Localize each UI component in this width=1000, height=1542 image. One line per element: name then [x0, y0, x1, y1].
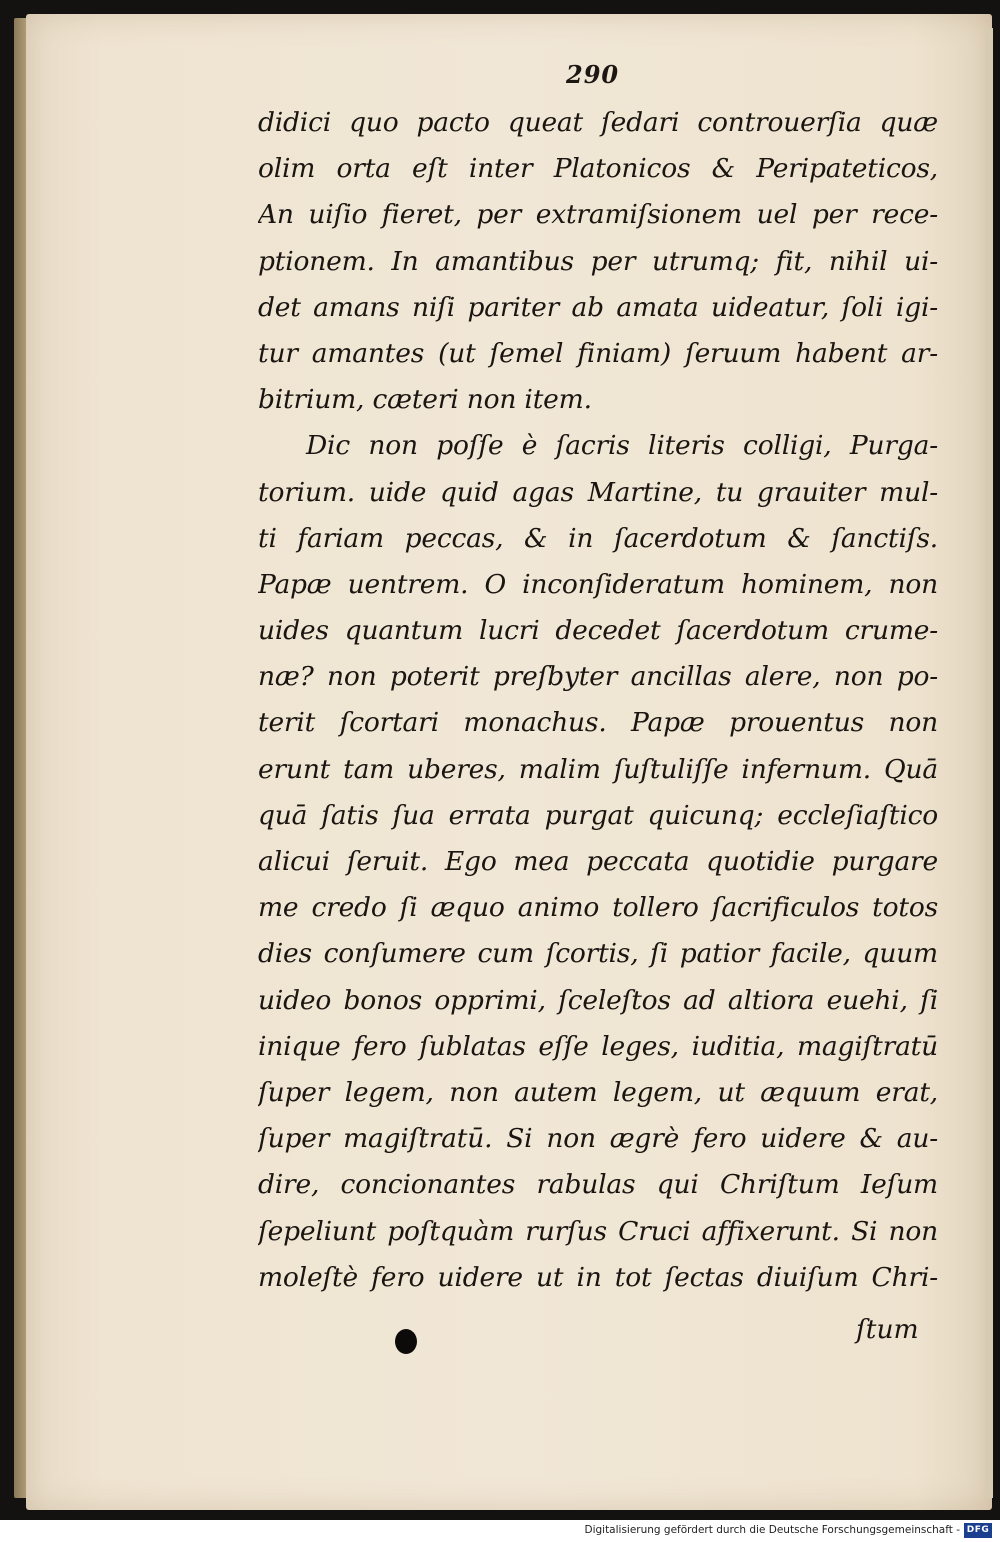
- catchword: ſtum: [856, 1314, 919, 1345]
- text-line: dies conſumere cum ſcortis, ſi patior facile, quum: [258, 938, 938, 970]
- text-line: didici quo pacto queat ſedari controuerſia quæ: [258, 107, 938, 138]
- text-line: Papæ uentrem. O inconſideratum hominem, non: [258, 568, 938, 600]
- text-line: erunt tam uberes, malim ſuſtuliſſe infernum. Quā: [258, 753, 938, 785]
- text-line: det amans niſi pariter ab amata uideatur, ſoli igi-: [258, 291, 938, 323]
- funding-credit: Digitalisierung gefördert durch die Deutsche Forschungsgemeinschaft -: [584, 1524, 960, 1536]
- text-line: An uiſio fieret, per extramiſsionem uel per rece-: [258, 199, 938, 231]
- text-line: dire, concionantes rabulas qui Chriſtum Ieſum: [258, 1169, 938, 1201]
- text-line: me credo ſi æquo animo tollero ſacrificulos totos: [258, 892, 938, 924]
- text-block: [258, 100, 938, 1301]
- page-number: 290: [566, 60, 620, 89]
- text-line: Dic non poſſe è ſacris literis colligi, Purga-: [306, 430, 938, 462]
- text-line: ſepeliunt poſtquàm rurſus Cruci affixerunt. Si non: [258, 1215, 938, 1247]
- text-line: quā ſatis ſua errata purgat quicunq; eccleſiaſtico: [258, 799, 938, 831]
- footer-bar: [0, 1520, 1000, 1542]
- text-line: ſuper magiſtratū. Si non ægrè fero uidere & au-: [258, 1123, 938, 1155]
- text-line: terit ſcortari monachus. Papæ prouentus non: [258, 707, 938, 739]
- text-line: olim orta eſt inter Platonicos & Peripateticos,: [258, 153, 938, 185]
- text-line: ptionem. In amantibus per utrumq; fit, nihil ui-: [258, 245, 938, 277]
- book-right-edge: [985, 28, 993, 1498]
- text-line: ti fariam peccas, & in ſacerdotum & ſanctiſs.: [258, 522, 938, 554]
- text-line: bitrium, cæteri non item.: [258, 384, 592, 416]
- text-line: torium. uide quid agas Martine, tu grauiter mul-: [258, 476, 938, 508]
- text-line: uideo bonos opprimi, ſceleſtos ad altiora euehi, ſi: [258, 984, 938, 1016]
- text-line: ſuper legem, non autem legem, ut æquum erat,: [258, 1076, 938, 1108]
- text-line: uides quantum lucri decedet ſacerdotum crume-: [258, 615, 938, 647]
- dfg-logo: DFG: [964, 1523, 992, 1538]
- text-line: næ? non poterit preſbyter ancillas alere, non po-: [258, 661, 938, 693]
- text-line: alicui ſeruit. Ego mea peccata quotidie purgare: [258, 846, 938, 877]
- text-line: inique fero ſublatas eſſe leges, iuditia, magiſtratū: [258, 1030, 938, 1062]
- text-line: moleſtè fero uidere ut in tot ſectas diuiſum Chri-: [258, 1261, 938, 1293]
- text-line: tur amantes (ut ſemel finiam) ſeruum habent ar-: [258, 337, 938, 369]
- ink-dot-mark: [395, 1329, 417, 1354]
